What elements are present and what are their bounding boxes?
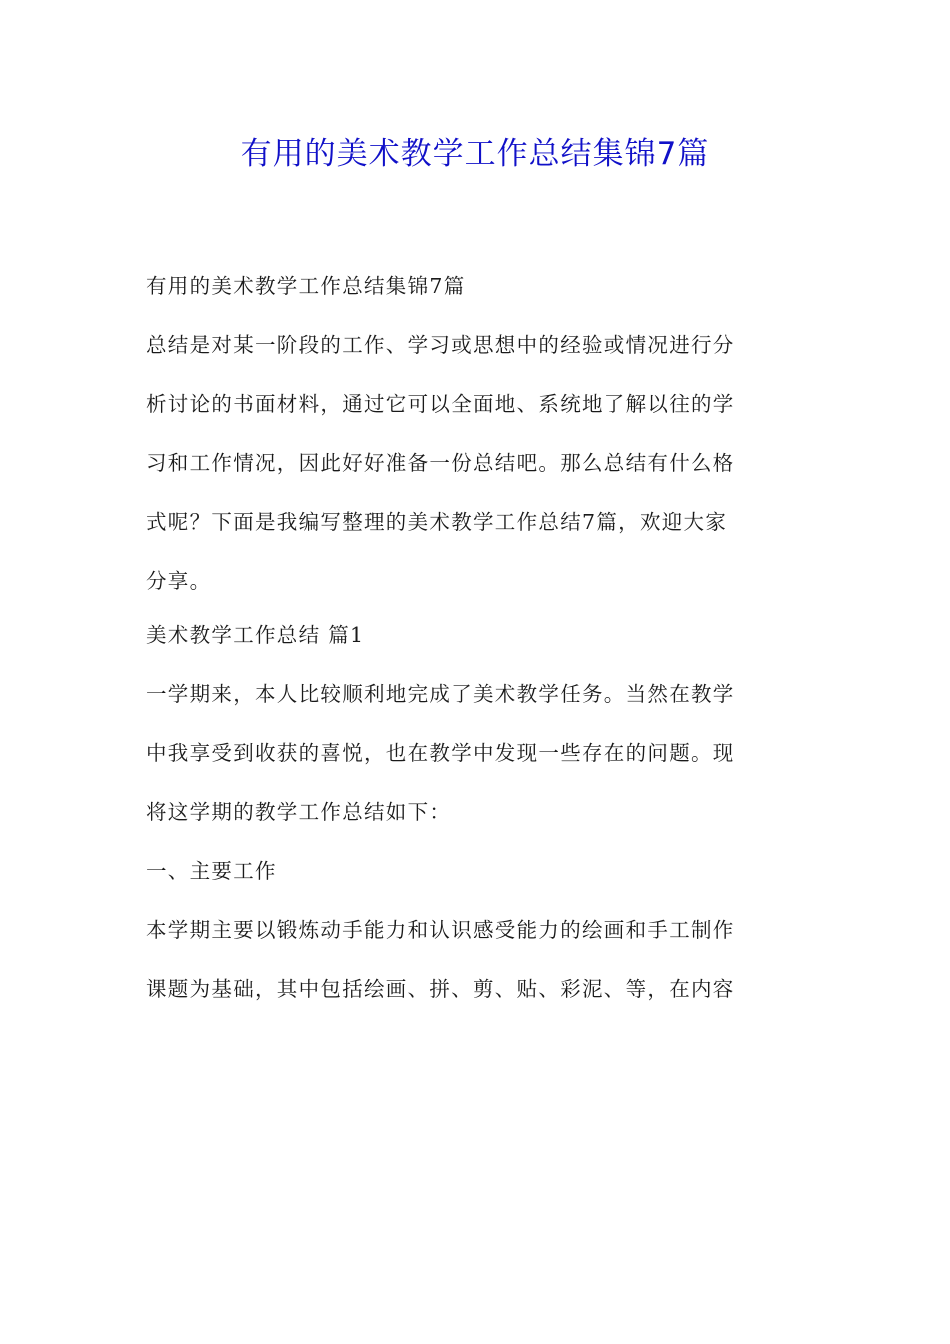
paragraph-line: 分享。 [146, 569, 212, 593]
section-heading: 美术教学工作总结 篇1 [146, 623, 365, 647]
paragraph-line: 课题为基础，其中包括绘画、拼、剪、贴、彩泥、等，在内容 [146, 977, 735, 1001]
paragraph-line: 析讨论的书面材料，通过它可以全面地、系统地了解以往的学 [146, 392, 735, 416]
paragraph-line: 本学期主要以锻炼动手能力和认识感受能力的绘画和手工制作 [146, 918, 735, 942]
subtitle-line: 有用的美术教学工作总结集锦7篇 [146, 274, 466, 298]
document-title: 有用的美术教学工作总结集锦7篇 [240, 136, 710, 172]
paragraph-line: 中我享受到收获的喜悦，也在教学中发现一些存在的问题。现 [146, 741, 735, 765]
paragraph-line: 总结是对某一阶段的工作、学习或思想中的经验或情况进行分 [146, 333, 735, 357]
paragraph-line: 将这学期的教学工作总结如下： [146, 800, 452, 824]
document-body [146, 261, 808, 1014]
paragraph-line: 一学期来，本人比较顺利地完成了美术教学任务。当然在教学 [146, 682, 735, 706]
paragraph-line: 式呢？下面是我编写整理的美术教学工作总结7篇，欢迎大家 [146, 510, 728, 534]
subsection-heading: 一、主要工作 [146, 859, 277, 883]
paragraph-line: 习和工作情况，因此好好准备一份总结吧。那么总结有什么格 [146, 451, 735, 475]
